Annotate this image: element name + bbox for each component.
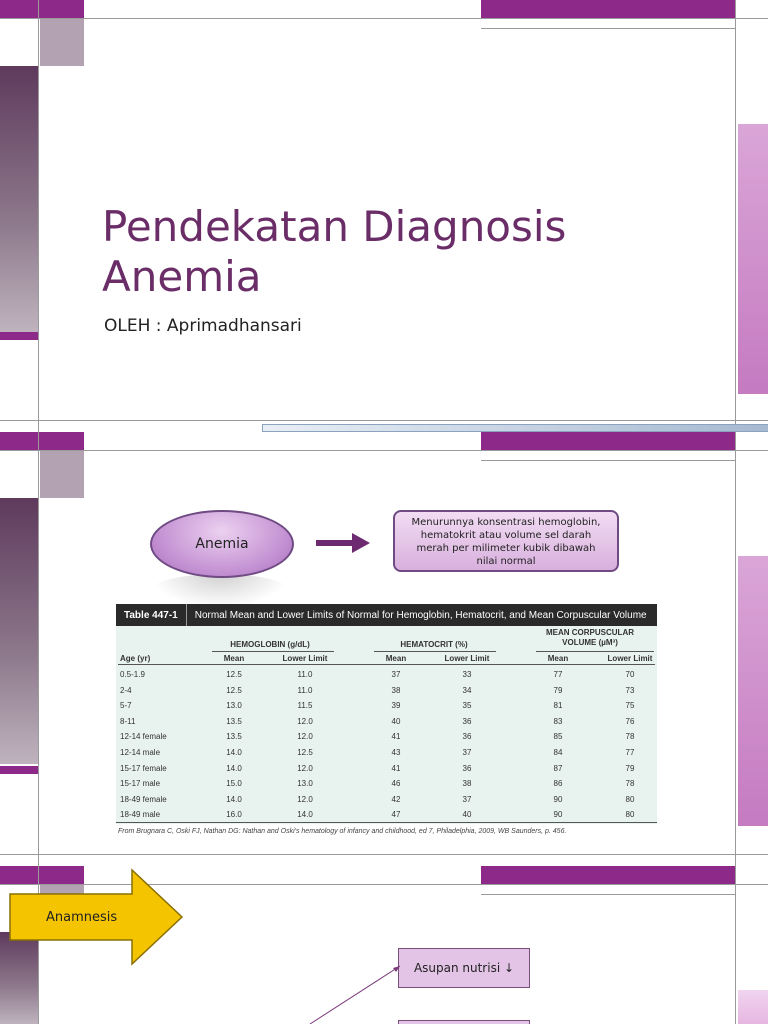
table-cell: 90	[553, 794, 563, 804]
table-cell: 37	[391, 670, 401, 679]
title-line-2: Anemia	[102, 252, 262, 301]
table-cell: 36	[462, 732, 472, 742]
decor-bar-left-small	[0, 332, 38, 340]
column-header: Mean	[223, 654, 245, 663]
table-row-age: 5-7	[120, 701, 132, 711]
table-cell: 76	[625, 716, 635, 726]
table-cell: 78	[625, 779, 635, 789]
table-cell: 13.5	[226, 732, 242, 742]
table-cell: 14.0	[226, 794, 242, 804]
table-row-age: 15-17 female	[120, 763, 167, 773]
definition-box	[393, 510, 619, 572]
decor-line-top	[0, 450, 768, 451]
column-header: Mean	[547, 654, 569, 663]
header-rule-hb	[212, 651, 334, 652]
decor-bar-right-light	[738, 990, 768, 1024]
decor-bar-left	[0, 498, 38, 764]
decor-bar-top-left	[0, 0, 84, 18]
decor-line-right	[735, 0, 736, 432]
table-cell: 70	[625, 670, 635, 679]
header-rule-mcv	[536, 651, 654, 652]
right-arrow-icon	[316, 533, 370, 553]
table-cell: 36	[462, 716, 472, 726]
next-box-top-edge	[398, 1020, 530, 1024]
table-cell: 35	[462, 701, 472, 711]
decor-square	[40, 450, 84, 498]
table-cell: 40	[391, 716, 401, 726]
connector-line	[290, 958, 402, 1024]
column-header-rule	[118, 664, 655, 665]
decor-bar-right	[738, 556, 768, 826]
column-header: Lower Limit	[444, 654, 490, 663]
group-header-hematocrit: HEMATOCRIT (%)	[400, 640, 468, 649]
table-cell: 79	[553, 685, 563, 695]
table-cell: 12.0	[297, 716, 313, 726]
table-cell: 75	[625, 701, 635, 711]
slide-title	[0, 0, 768, 432]
table-cell: 34	[462, 685, 472, 695]
table-cell: 38	[391, 685, 401, 695]
header-rule-hct	[374, 651, 496, 652]
table-cell: 78	[625, 732, 635, 742]
decor-line-right	[735, 866, 736, 1024]
definition-line: hematokrit atau volume sel darah	[420, 530, 592, 541]
decor-line-left	[38, 432, 39, 866]
table-cell: 37	[462, 794, 472, 804]
decor-square	[40, 18, 84, 66]
table-cell: 12.5	[226, 670, 242, 679]
table-cell: 33	[462, 670, 472, 679]
decor-bar-left-small	[0, 766, 38, 774]
table-cell: 43	[391, 748, 401, 757]
column-header: Lower Limit	[282, 654, 328, 663]
table-cell: 11.5	[297, 701, 313, 711]
table-cell: 36	[462, 763, 472, 773]
table-cell: 15.0	[226, 779, 242, 789]
table-cell: 46	[391, 779, 401, 789]
table-cell: 13.0	[226, 701, 242, 711]
slide-title-text	[102, 202, 566, 302]
slide-definition	[0, 432, 768, 866]
table-cell: 42	[391, 794, 401, 804]
table-row-age: 18-49 female	[120, 794, 167, 804]
table-caption: Normal Mean and Lower Limits of Normal for Hemoglobin, Hematocrit, and Mean Corpuscular Volume	[194, 609, 647, 621]
table-cell: 39	[391, 701, 401, 711]
table-cell: 83	[553, 716, 563, 726]
decor-bar-top-right	[481, 0, 735, 18]
table-cell: 14.0	[297, 810, 313, 820]
table-source: From Brugnara C, Oski FJ, Nathan DG: Nathan and Oski's hematology of infancy and childhood, ed 7, Philadelphia, 2009, WB Saunders, p. 456.	[118, 828, 567, 835]
table-cell: 47	[391, 810, 401, 820]
table-cell: 77	[625, 748, 635, 757]
decor-bar-top-left	[0, 432, 84, 450]
definition-line: nilai normal	[476, 556, 536, 567]
table-cell: 80	[625, 794, 635, 804]
table-cell: 85	[553, 732, 563, 742]
group-header-hemoglobin: HEMOGLOBIN (g/dL)	[230, 640, 310, 649]
definition-line: merah per milimeter kubik dibawah	[416, 543, 596, 554]
anamnesis-label: Anamnesis	[46, 910, 118, 925]
table-cell: 73	[625, 685, 635, 695]
decor-line-bottom	[0, 854, 768, 855]
table-cell: 90	[553, 810, 563, 820]
table-number: Table 447-1	[116, 604, 187, 626]
table-cell: 87	[553, 763, 563, 773]
table-cell: 11.0	[297, 685, 313, 695]
slide-anamnesis	[0, 866, 768, 1024]
table-cell: 41	[391, 732, 401, 742]
table-cell: 12.0	[297, 763, 313, 773]
table-cell: 14.0	[226, 763, 242, 773]
table-cell: 13.0	[297, 779, 313, 789]
title-line-1: Pendekatan Diagnosis	[102, 202, 567, 251]
decor-line-top-2	[481, 28, 735, 29]
table-header-bar	[116, 604, 657, 626]
table-row-age: 0.5-1.9	[120, 670, 145, 679]
table-cell: 38	[462, 779, 472, 789]
table-row-age: 15-17 male	[120, 779, 161, 789]
table-cell: 11.0	[297, 670, 313, 679]
table-cell: 86	[553, 779, 563, 789]
decor-line-right	[735, 432, 736, 866]
table-row-age: 12-14 male	[120, 748, 161, 757]
table-cell: 16.0	[226, 810, 242, 820]
decor-line-bottom	[0, 420, 768, 421]
decor-bar-right	[738, 124, 768, 394]
decor-line-top-2	[481, 894, 735, 895]
table-cell: 77	[553, 670, 563, 679]
table-row-age: 12-14 female	[120, 732, 167, 742]
decor-bar-top-right	[481, 866, 735, 884]
table-cell: 41	[391, 763, 401, 773]
nutrition-box: Asupan nutrisi ↓	[398, 948, 530, 988]
table-cell: 40	[462, 810, 472, 820]
table-cell: 14.0	[226, 748, 242, 757]
decor-line-top	[0, 18, 768, 19]
decor-bar-top-right	[481, 432, 735, 450]
table-row-age: 8-11	[120, 716, 136, 726]
group-header-mcv: MEAN CORPUSCULAR VOLUME (µM³)	[546, 628, 634, 647]
table-row-age: 18-49 male	[120, 810, 161, 820]
decor-blue-strip	[262, 424, 768, 432]
table-row-age: 2-4	[120, 685, 132, 695]
decor-line-top-2	[481, 460, 735, 461]
table-bottom-rule	[116, 822, 657, 823]
table-cell: 80	[625, 810, 635, 820]
data-table	[116, 626, 657, 824]
decor-line-left	[38, 0, 39, 432]
slide-subtitle: OLEH : Aprimadhansari	[104, 316, 302, 336]
table-cell: 12.0	[297, 732, 313, 742]
table-cell: 12.5	[297, 748, 313, 757]
table-cell: 13.5	[226, 716, 242, 726]
column-header: Age (yr)	[120, 654, 151, 663]
definition-line: Menurunnya konsentrasi hemoglobin,	[411, 517, 601, 528]
table-cell: 79	[625, 763, 635, 773]
table-cell: 12.5	[226, 685, 242, 695]
anemia-oval: Anemia	[150, 510, 294, 578]
oval-shadow	[150, 574, 290, 608]
table-cell: 37	[462, 748, 472, 757]
table-cell: 84	[553, 748, 563, 757]
decor-bar-left	[0, 66, 38, 332]
column-header: Mean	[385, 654, 407, 663]
table-cell: 81	[553, 701, 563, 711]
column-header: Lower Limit	[607, 654, 653, 663]
table-cell: 12.0	[297, 794, 313, 804]
